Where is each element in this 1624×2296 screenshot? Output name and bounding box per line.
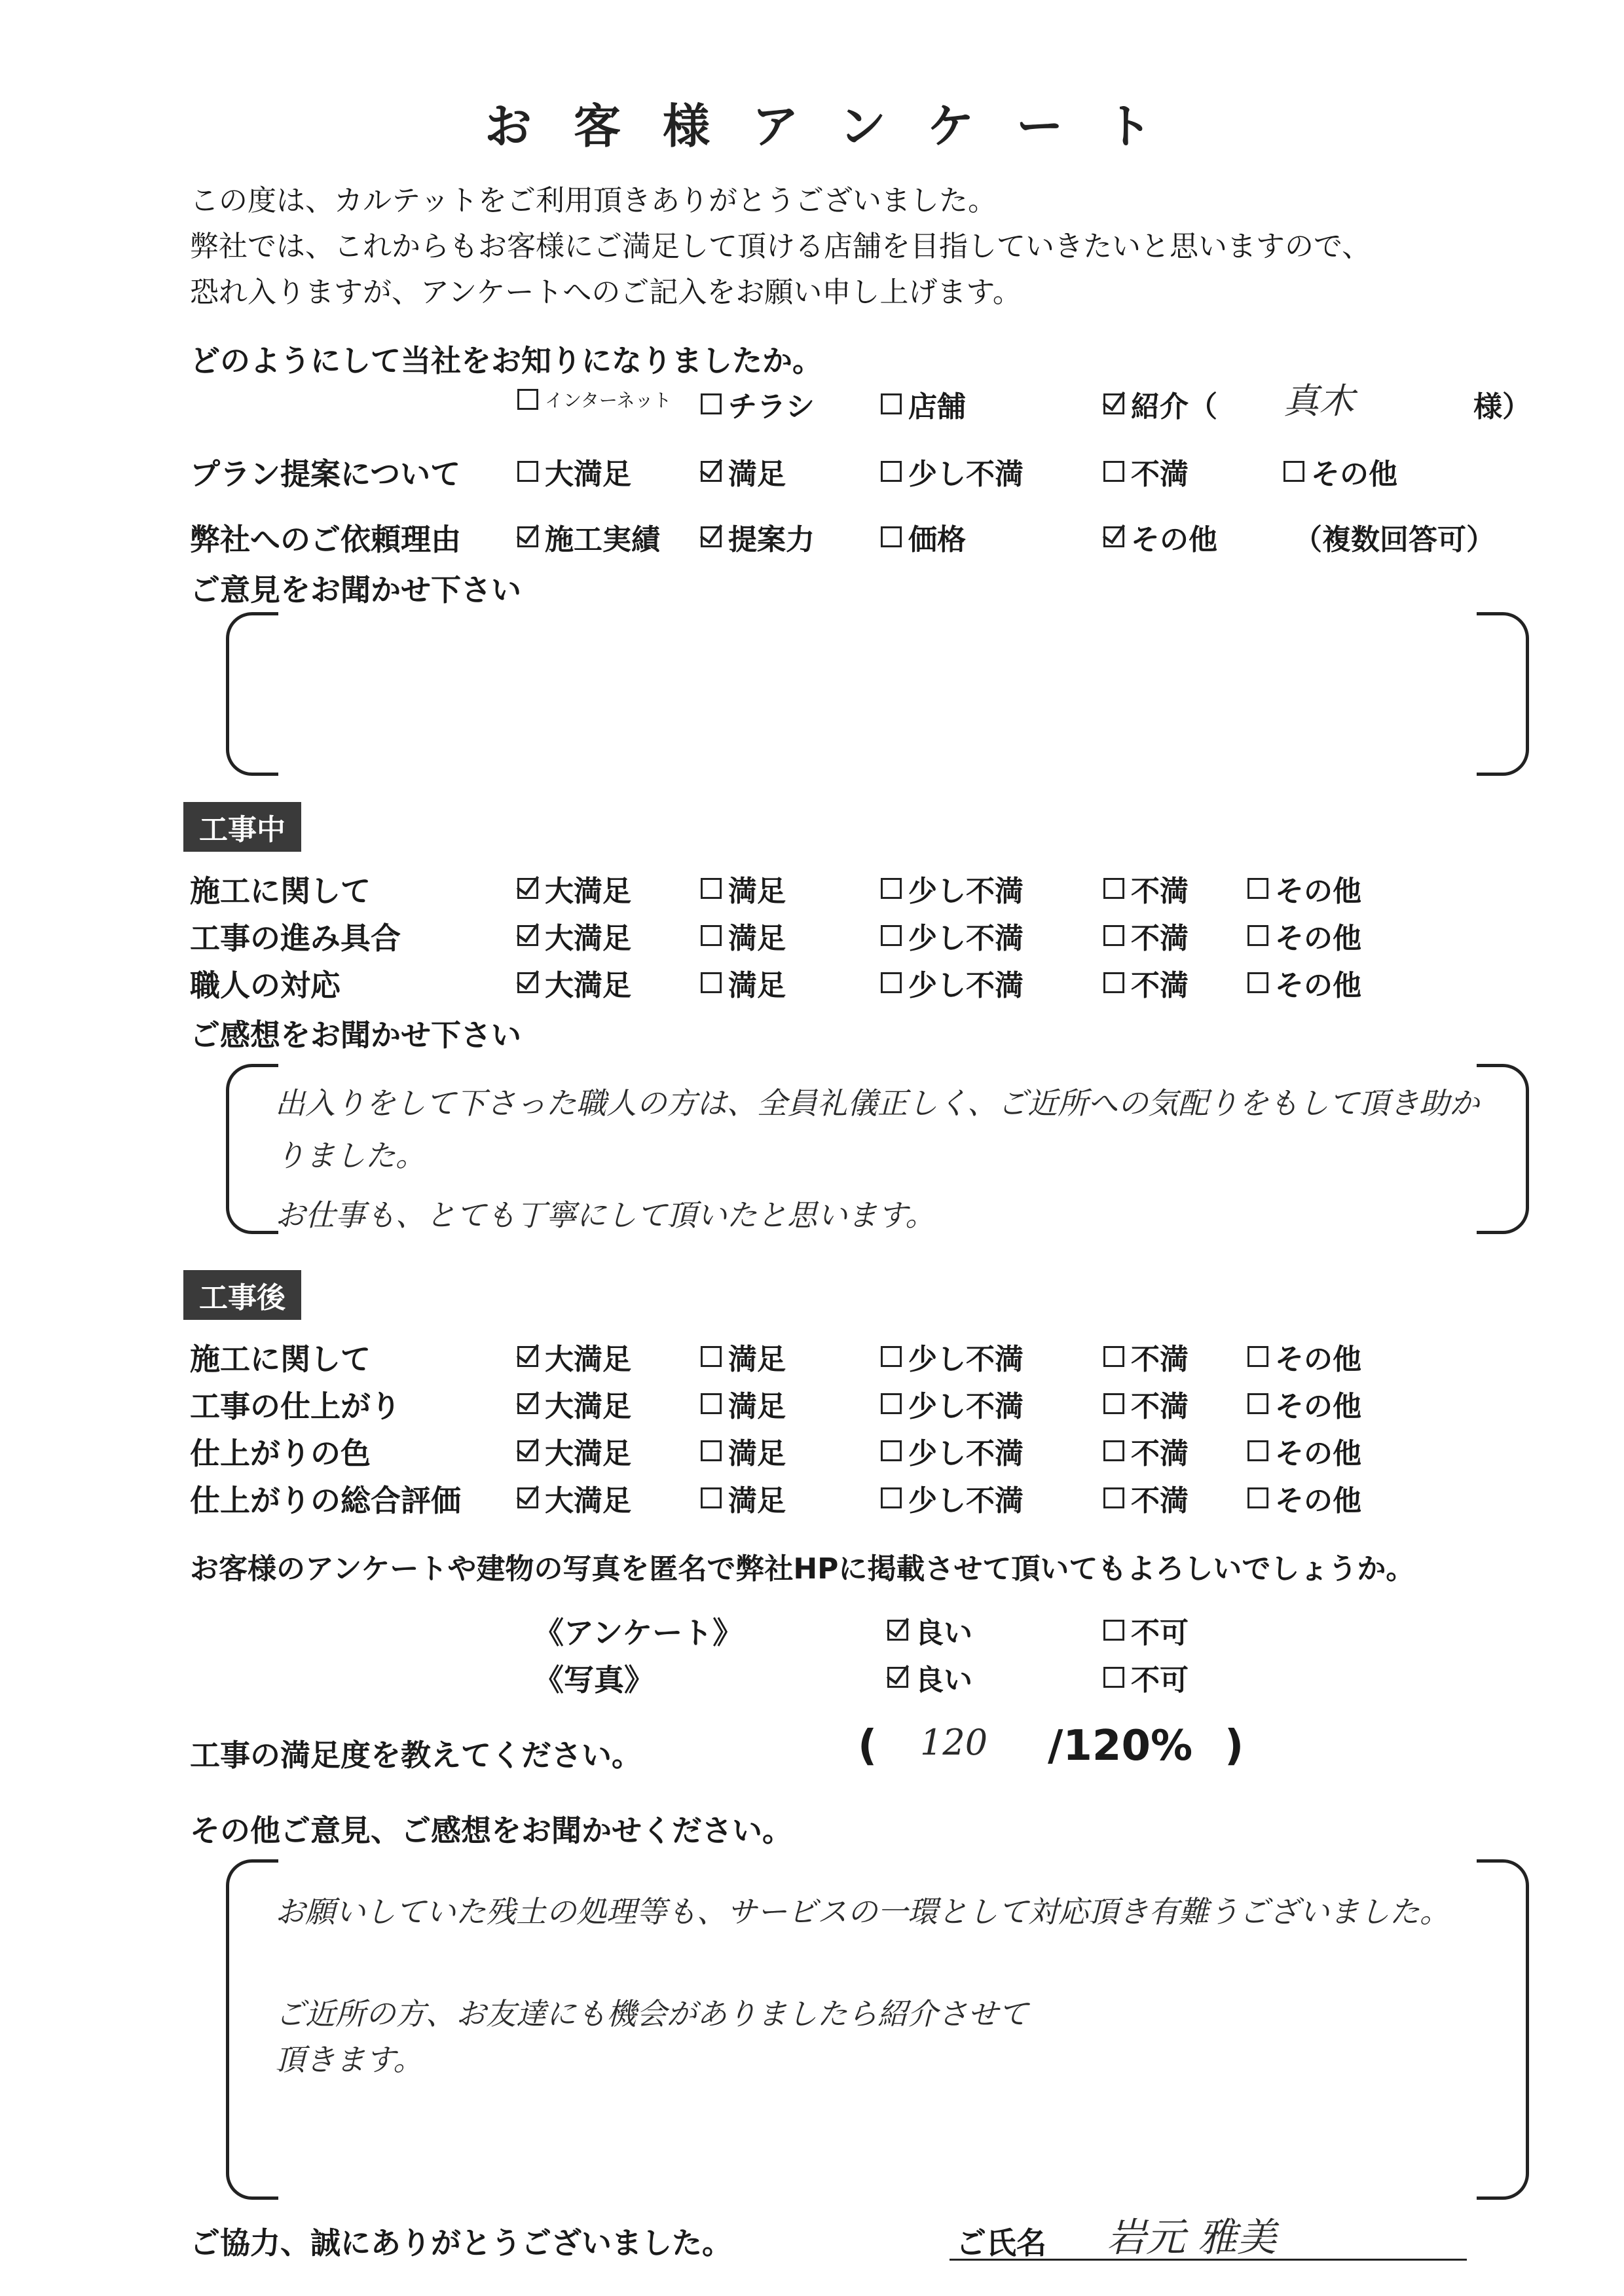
during-row1-other[interactable]: その他 <box>1247 867 1361 909</box>
reason-option-proposal[interactable]: 提案力 <box>701 516 815 558</box>
reason-option-other[interactable]: その他 <box>1103 516 1217 558</box>
after-row1-dissatisfied[interactable]: 不満 <box>1103 1336 1189 1377</box>
checkbox[interactable] <box>887 1667 908 1688</box>
satisfaction-close: ) <box>1225 1722 1244 1770</box>
other-line-2: ご近所の方、お友達にも機会がありましたら紹介させて <box>275 1996 1028 2032</box>
other-label: その他ご意見、ご感想をお聞かせください。 <box>190 1813 792 1848</box>
other-bracket-left <box>226 1859 278 2200</box>
checkbox-store[interactable] <box>881 393 902 414</box>
checkbox[interactable] <box>1247 1393 1268 1414</box>
footer-thanks: ご協力、誠にありがとうございました。 <box>190 2225 732 2261</box>
checkbox[interactable] <box>1247 1487 1268 1508</box>
publish-survey-label: 《アンケート》 <box>534 1615 743 1650</box>
after-row3-very-satisfied[interactable]: 大満足 <box>517 1430 631 1472</box>
checkbox[interactable] <box>881 526 902 547</box>
satisfaction-open: ( <box>858 1722 877 1770</box>
during-row2-other[interactable]: その他 <box>1247 915 1361 957</box>
during-row3-satisfied[interactable]: 満足 <box>701 962 786 1004</box>
during-row1-satisfied[interactable]: 満足 <box>701 867 786 909</box>
after-row2-other[interactable]: その他 <box>1247 1383 1361 1425</box>
other-line-3: 頂きます。 <box>275 2042 424 2077</box>
referrer-suffix: 様） <box>1473 390 1531 424</box>
during-row2-satisfied[interactable]: 満足 <box>701 915 786 957</box>
during-row3-slightly-dissatisfied[interactable]: 少し不満 <box>881 962 1024 1004</box>
after-row2-satisfied[interactable]: 満足 <box>701 1383 786 1425</box>
checkbox[interactable] <box>1103 1346 1124 1367</box>
after-row-label: 仕上がりの総合評価 <box>190 1483 461 1518</box>
plan-option-other[interactable]: その他 <box>1283 450 1397 492</box>
checkbox[interactable] <box>1103 1620 1124 1641</box>
checkbox[interactable] <box>1247 972 1268 993</box>
after-row1-very-satisfied[interactable]: 大満足 <box>517 1336 631 1377</box>
after-row3-satisfied[interactable]: 満足 <box>701 1430 786 1472</box>
intro-line-3: 恐れ入りますが、アンケートへのご記入をお願い申し上げます。 <box>190 276 1022 309</box>
page-title: お客様アンケート <box>485 99 1194 154</box>
during-row3-very-satisfied[interactable]: 大満足 <box>517 962 631 1004</box>
checkbox[interactable] <box>1103 1393 1124 1414</box>
checkbox[interactable] <box>1247 925 1268 946</box>
checkbox[interactable] <box>517 526 538 547</box>
option-referral[interactable]: 紹介（ <box>1103 383 1217 425</box>
during-comment-label: ご感想をお聞かせ下さい <box>190 1017 521 1053</box>
plan-option-dissatisfied[interactable]: 不満 <box>1103 450 1189 492</box>
checkbox[interactable] <box>701 526 722 547</box>
checkbox[interactable] <box>881 1440 902 1461</box>
after-row1-satisfied[interactable]: 満足 <box>701 1336 786 1377</box>
reason-option-price[interactable]: 価格 <box>881 516 966 558</box>
checkbox[interactable] <box>701 461 722 482</box>
during-row1-slightly-dissatisfied[interactable]: 少し不満 <box>881 867 1024 909</box>
after-row-label: 仕上がりの色 <box>190 1436 371 1471</box>
after-row2-very-satisfied[interactable]: 大満足 <box>517 1383 631 1425</box>
during-row-label: 施工に関して <box>190 873 371 909</box>
publish-question: お客様のアンケートや建物の写真を匿名で弊社HPに掲載させて頂いてもよろしいでしょうか。 <box>190 1552 1415 1586</box>
checkbox[interactable] <box>1103 1487 1124 1508</box>
after-row1-other[interactable]: その他 <box>1247 1336 1361 1377</box>
satisfaction-value[interactable]: 120 <box>920 1722 988 1763</box>
publish-survey-yes[interactable]: 良い <box>887 1609 972 1651</box>
section-after: 工事後 <box>183 1270 301 1320</box>
checkbox[interactable] <box>881 1393 902 1414</box>
during-row3-other[interactable]: その他 <box>1247 962 1361 1004</box>
checkbox[interactable] <box>517 1393 538 1414</box>
checkbox[interactable] <box>1103 461 1124 482</box>
after-row3-dissatisfied[interactable]: 不満 <box>1103 1430 1189 1472</box>
checkbox[interactable] <box>517 1487 538 1508</box>
during-row2-very-satisfied[interactable]: 大満足 <box>517 915 631 957</box>
checkbox[interactable] <box>881 972 902 993</box>
checkbox[interactable] <box>517 878 538 899</box>
checkbox[interactable] <box>881 878 902 899</box>
checkbox[interactable] <box>701 878 722 899</box>
opinion-bracket-left <box>226 612 278 776</box>
checkbox[interactable] <box>517 1346 538 1367</box>
checkbox[interactable] <box>517 461 538 482</box>
during-row-label: 職人の対応 <box>190 968 341 1003</box>
after-row1-slightly-dissatisfied[interactable]: 少し不満 <box>881 1336 1024 1377</box>
checkbox[interactable] <box>1103 1667 1124 1688</box>
after-row4-dissatisfied[interactable]: 不満 <box>1103 1477 1189 1519</box>
checkbox[interactable] <box>701 1487 722 1508</box>
during-comment-line-1: 出入りをして下さった職人の方は、全員礼儀正しく、ご近所への気配りをもして頂き助かりました。 <box>275 1085 1480 1173</box>
during-row3-dissatisfied[interactable]: 不満 <box>1103 962 1189 1004</box>
plan-option-very-satisfied[interactable]: 大満足 <box>517 450 631 492</box>
intro-line-2: 弊社では、これからもお客様にご満足して頂ける店舗を目指していきたいと思いますので、 <box>190 230 1371 263</box>
checkbox[interactable] <box>881 925 902 946</box>
checkbox[interactable] <box>701 925 722 946</box>
checkbox-flyer[interactable] <box>701 393 722 414</box>
checkbox[interactable] <box>881 461 902 482</box>
checkbox[interactable] <box>517 1440 538 1461</box>
plan-option-satisfied[interactable]: 満足 <box>701 450 786 492</box>
option-flyer[interactable]: チラシ <box>701 383 815 425</box>
publish-photo-yes[interactable]: 良い <box>887 1656 972 1698</box>
during-row2-slightly-dissatisfied[interactable]: 少し不満 <box>881 915 1024 957</box>
option-internet[interactable]: インターネット <box>517 386 671 412</box>
reason-option-record[interactable]: 施工実績 <box>517 516 660 558</box>
intro-line-1: この度は、カルテットをご利用頂きありがとうございました。 <box>190 184 997 217</box>
checkbox[interactable] <box>701 1393 722 1414</box>
satisfaction-max: /120% <box>1048 1722 1193 1770</box>
referrer-name: 真木 <box>1283 380 1354 422</box>
checkbox[interactable] <box>701 1346 722 1367</box>
checkbox[interactable] <box>887 1620 908 1641</box>
checkbox-internet[interactable] <box>517 389 538 410</box>
after-row-label: 施工に関して <box>190 1341 371 1377</box>
checkbox[interactable] <box>1103 972 1124 993</box>
other-line-1: お願いしていた残土の処理等も、サービスの一環として対応頂き有難うございました。 <box>275 1894 1450 1929</box>
reason-note: （複数回答可） <box>1293 523 1495 556</box>
satisfaction-question: 工事の満足度を教えてください。 <box>190 1738 642 1773</box>
after-row3-other[interactable]: その他 <box>1247 1430 1361 1472</box>
after-row-label: 工事の仕上がり <box>190 1389 401 1424</box>
after-row4-satisfied[interactable]: 満足 <box>701 1477 786 1519</box>
after-row4-slightly-dissatisfied[interactable]: 少し不満 <box>881 1477 1024 1519</box>
checkbox[interactable] <box>517 972 538 993</box>
opinion-bracket-right <box>1477 612 1529 776</box>
after-row2-dissatisfied[interactable]: 不満 <box>1103 1383 1189 1425</box>
plan-option-slightly-dissatisfied[interactable]: 少し不満 <box>881 450 1024 492</box>
checkbox-referral[interactable] <box>1103 393 1124 414</box>
checkbox[interactable] <box>701 972 722 993</box>
during-comment-line-2: お仕事も、とても丁寧にして頂いたと思います。 <box>275 1197 936 1233</box>
how-known-question: どのようにして当社をお知りになりましたか。 <box>190 343 822 378</box>
during-row2-dissatisfied[interactable]: 不満 <box>1103 915 1189 957</box>
option-store[interactable]: 店舗 <box>881 383 966 425</box>
during-bracket-left <box>226 1064 278 1234</box>
signature-line <box>950 2259 1467 2261</box>
opinion-label: ご意見をお聞かせ下さい <box>190 572 521 608</box>
checkbox[interactable] <box>1103 878 1124 899</box>
checkbox[interactable] <box>701 1440 722 1461</box>
checkbox[interactable] <box>881 1487 902 1508</box>
checkbox[interactable] <box>1103 1440 1124 1461</box>
after-row3-slightly-dissatisfied[interactable]: 少し不満 <box>881 1430 1024 1472</box>
plan-question: プラン提案について <box>190 456 461 492</box>
checkbox[interactable] <box>1247 878 1268 899</box>
checkbox[interactable] <box>517 925 538 946</box>
checkbox[interactable] <box>1247 1346 1268 1367</box>
section-during: 工事中 <box>183 802 301 852</box>
name-label: ご氏名 <box>956 2225 1046 2261</box>
checkbox[interactable] <box>1103 925 1124 946</box>
during-row1-very-satisfied[interactable]: 大満足 <box>517 867 631 909</box>
checkbox[interactable] <box>1247 1440 1268 1461</box>
during-row-label: 工事の進み具合 <box>190 920 401 956</box>
reason-question: 弊社へのご依頼理由 <box>190 522 461 557</box>
checkbox[interactable] <box>881 1346 902 1367</box>
after-row4-other[interactable]: その他 <box>1247 1477 1361 1519</box>
customer-name[interactable]: 岩元 雅美 <box>1107 2215 1277 2261</box>
checkbox[interactable] <box>1103 526 1124 547</box>
checkbox[interactable] <box>1283 461 1304 482</box>
after-row4-very-satisfied[interactable]: 大満足 <box>517 1477 631 1519</box>
publish-photo-no[interactable]: 不可 <box>1103 1656 1189 1698</box>
publish-photo-label: 《写真》 <box>534 1662 654 1698</box>
during-row1-dissatisfied[interactable]: 不満 <box>1103 867 1189 909</box>
after-row2-slightly-dissatisfied[interactable]: 少し不満 <box>881 1383 1024 1425</box>
publish-survey-no[interactable]: 不可 <box>1103 1609 1189 1651</box>
